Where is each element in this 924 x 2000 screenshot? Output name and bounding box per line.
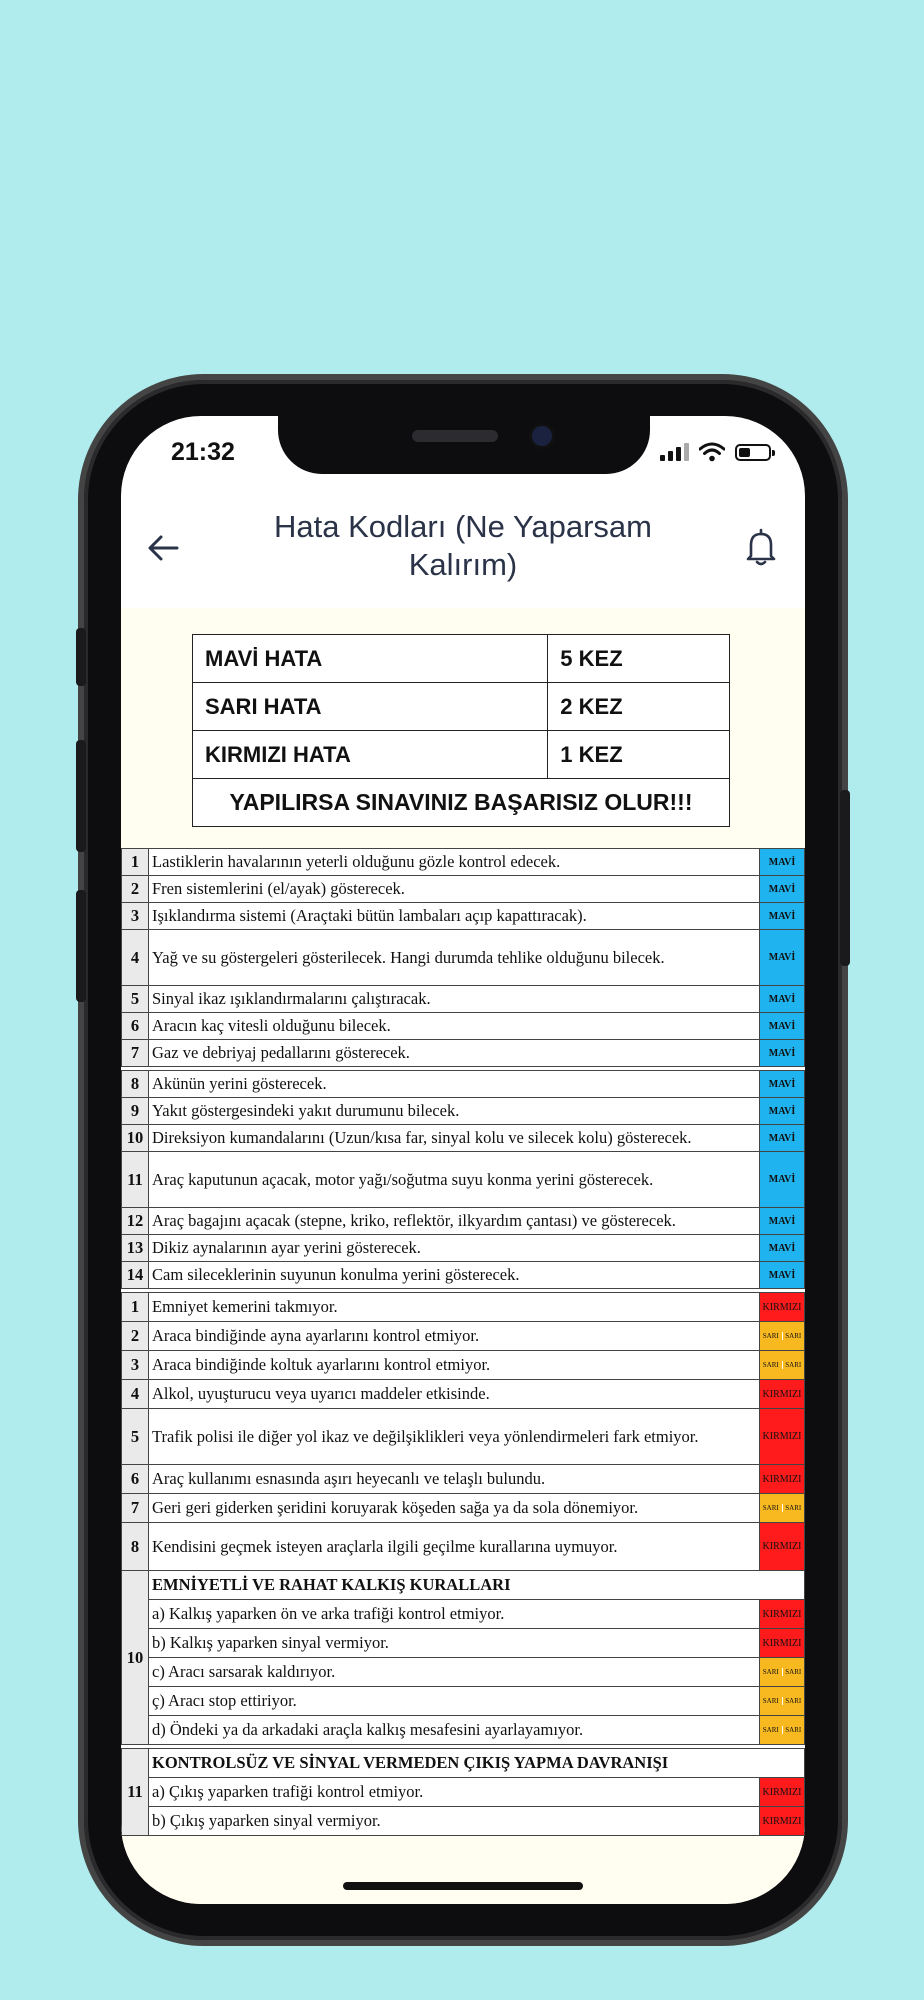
level-badge-kirmizi: KIRMIZI <box>760 1807 805 1836</box>
status-icons <box>660 442 771 462</box>
row-number: 11 <box>122 1749 149 1836</box>
row-number: 2 <box>122 876 149 903</box>
table-row <box>122 876 805 903</box>
level-badge-mavi: MAVİ <box>760 930 805 986</box>
summary-row <box>193 635 730 683</box>
level-badge-mavi: MAVİ <box>760 1208 805 1235</box>
error-list-table <box>121 848 805 1836</box>
table-row <box>122 849 805 876</box>
row-number: 10 <box>122 1125 149 1152</box>
battery-icon <box>735 444 771 461</box>
row-text: Akünün yerini gösterecek. <box>149 1071 760 1098</box>
row-number: 12 <box>122 1208 149 1235</box>
level-badge-sari: SARI SARI <box>760 1658 805 1687</box>
row-text: d) Öndeki ya da arkadaki araçla kalkış mesafesini ayarlayamıyor. <box>149 1716 760 1745</box>
level-badge-kirmizi: KIRMIZI <box>760 1629 805 1658</box>
table-row <box>122 1807 805 1836</box>
table-row <box>122 1322 805 1351</box>
earpiece <box>412 430 498 442</box>
summary-row <box>193 779 730 827</box>
row-text: b) Çıkış yaparken sinyal vermiyor. <box>149 1807 760 1836</box>
row-number: 1 <box>122 1293 149 1322</box>
level-badge-sari: SARI SARI <box>760 1716 805 1745</box>
row-text: Cam sileceklerinin suyunun konulma yerini gösterecek. <box>149 1262 760 1289</box>
level-badge-kirmizi: KIRMIZI <box>760 1523 805 1571</box>
table-row <box>122 1013 805 1040</box>
phone-volume-down <box>76 890 86 1002</box>
row-text: Araç bagajını açacak (stepne, kriko, reflektör, ilkyardım çantası) ve gösterecek. <box>149 1208 760 1235</box>
arrow-left-icon[interactable] <box>147 532 179 571</box>
row-text: Araç kullanımı esnasında aşırı heyecanlı ve telaşlı bulundu. <box>149 1465 760 1494</box>
level-badge-mavi: MAVİ <box>760 986 805 1013</box>
level-badge-sari: SARI SARI <box>760 1494 805 1523</box>
table-row <box>122 903 805 930</box>
row-number: 13 <box>122 1235 149 1262</box>
table-row <box>122 1152 805 1208</box>
row-text: Aracın kaç vitesli olduğunu bilecek. <box>149 1013 760 1040</box>
phone-side-button <box>76 628 86 686</box>
notch <box>278 416 650 474</box>
level-badge-mavi: MAVİ <box>760 1098 805 1125</box>
table-row <box>122 1208 805 1235</box>
table-row <box>122 1600 805 1629</box>
table-row <box>122 1351 805 1380</box>
table-row <box>122 930 805 986</box>
status-time: 21:32 <box>171 438 235 466</box>
row-text: Yağ ve su göstergeleri gösterilecek. Hangi durumda tehlike olduğunu bilecek. <box>149 930 760 986</box>
row-number: 3 <box>122 1351 149 1380</box>
table-row <box>122 986 805 1013</box>
level-badge-kirmizi: KIRMIZI <box>760 1409 805 1465</box>
phone-screen <box>121 416 805 1904</box>
row-text: Fren sistemlerini (el/ayak) gösterecek. <box>149 876 760 903</box>
row-text: Geri geri giderken şeridini koruyarak köşeden sağa ya da sola dönemiyor. <box>149 1494 760 1523</box>
level-badge-mavi: MAVİ <box>760 1152 805 1208</box>
level-badge-mavi: MAVİ <box>760 876 805 903</box>
row-number: 4 <box>122 930 149 986</box>
summary-type: SARI HATA <box>193 683 548 731</box>
app-header <box>121 496 805 608</box>
level-badge-mavi: MAVİ <box>760 903 805 930</box>
table-row <box>122 1523 805 1571</box>
table-row <box>122 1235 805 1262</box>
row-number: 11 <box>122 1152 149 1208</box>
row-text: Alkol, uyuşturucu veya uyarıcı maddeler etkisinde. <box>149 1380 760 1409</box>
row-text: Yakıt göstergesindeki yakıt durumunu bilecek. <box>149 1098 760 1125</box>
row-number: 1 <box>122 849 149 876</box>
bell-icon[interactable] <box>743 528 779 573</box>
table-row <box>122 1040 805 1067</box>
level-badge-kirmizi: KIRMIZI <box>760 1600 805 1629</box>
row-number: 8 <box>122 1523 149 1571</box>
level-badge-mavi: MAVİ <box>760 1235 805 1262</box>
summary-limit: 2 KEZ <box>548 683 730 731</box>
table-row <box>122 1494 805 1523</box>
row-text: Kendisini geçmek isteyen araçlarla ilgili geçilme kurallarına uymuyor. <box>149 1523 760 1571</box>
cellular-signal-icon <box>660 443 689 461</box>
level-badge-mavi: MAVİ <box>760 849 805 876</box>
summary-limit: 5 KEZ <box>548 635 730 683</box>
level-badge-sari: SARI SARI <box>760 1687 805 1716</box>
row-number: 3 <box>122 903 149 930</box>
section-title: KONTROLSÜZ VE SİNYAL VERMEDEN ÇIKIŞ YAPMA DAVRANIŞI <box>149 1749 805 1778</box>
row-number: 4 <box>122 1380 149 1409</box>
row-text: Trafik polisi ile diğer yol ikaz ve değilşiklikleri veya yönlendirmeleri fark etmiyor. <box>149 1409 760 1465</box>
row-number: 6 <box>122 1013 149 1040</box>
summary-footer: YAPILIRSA SINAVINIZ BAŞARISIZ OLUR!!! <box>193 779 730 827</box>
row-text: ç) Aracı stop ettiriyor. <box>149 1687 760 1716</box>
level-badge-kirmizi: KIRMIZI <box>760 1293 805 1322</box>
section-header-row <box>122 1749 805 1778</box>
row-number: 5 <box>122 1409 149 1465</box>
summary-type: KIRMIZI HATA <box>193 731 548 779</box>
level-badge-mavi: MAVİ <box>760 1262 805 1289</box>
table-row <box>122 1071 805 1098</box>
row-text: Direksiyon kumandalarını (Uzun/kısa far, sinyal kolu ve silecek kolu) gösterecek. <box>149 1125 760 1152</box>
row-number: 14 <box>122 1262 149 1289</box>
row-text: c) Aracı sarsarak kaldırıyor. <box>149 1658 760 1687</box>
level-badge-sari: SARI SARI <box>760 1351 805 1380</box>
level-badge-kirmizi: KIRMIZI <box>760 1778 805 1807</box>
wifi-icon <box>699 442 725 462</box>
section-header-row <box>122 1571 805 1600</box>
row-text: Araca bindiğinde ayna ayarlarını kontrol etmiyor. <box>149 1322 760 1351</box>
row-text: Sinyal ikaz ışıklandırmalarını çalıştıracak. <box>149 986 760 1013</box>
table-row <box>122 1687 805 1716</box>
home-indicator[interactable] <box>343 1882 583 1890</box>
row-number: 10 <box>122 1571 149 1745</box>
row-text: a) Çıkış yaparken trafiği kontrol etmiyor. <box>149 1778 760 1807</box>
row-number: 6 <box>122 1465 149 1494</box>
row-number: 7 <box>122 1040 149 1067</box>
summary-limit: 1 KEZ <box>548 731 730 779</box>
table-row <box>122 1629 805 1658</box>
row-number: 7 <box>122 1494 149 1523</box>
section-title: EMNİYETLİ VE RAHAT KALKIŞ KURALLARI <box>149 1571 805 1600</box>
summary-row <box>193 731 730 779</box>
front-camera <box>532 426 552 446</box>
level-badge-mavi: MAVİ <box>760 1013 805 1040</box>
row-text: Dikiz aynalarının ayar yerini gösterecek. <box>149 1235 760 1262</box>
summary-row <box>193 683 730 731</box>
table-row <box>122 1716 805 1745</box>
summary-type: MAVİ HATA <box>193 635 548 683</box>
row-text: b) Kalkış yaparken sinyal vermiyor. <box>149 1629 760 1658</box>
row-text: Gaz ve debriyaj pedallarını gösterecek. <box>149 1040 760 1067</box>
row-number: 8 <box>122 1071 149 1098</box>
phone-power-button <box>840 790 850 966</box>
row-text: Lastiklerin havalarının yeterli olduğunu gözle kontrol edecek. <box>149 849 760 876</box>
phone-volume-up <box>76 740 86 852</box>
table-row <box>122 1098 805 1125</box>
table-row <box>122 1465 805 1494</box>
row-number: 9 <box>122 1098 149 1125</box>
row-text: Emniyet kemerini takmıyor. <box>149 1293 760 1322</box>
table-row <box>122 1380 805 1409</box>
page-title: Hata Kodları (Ne Yaparsam Kalırım) <box>274 509 652 582</box>
table-row <box>122 1409 805 1465</box>
document-image <box>121 608 805 1904</box>
level-badge-kirmizi: KIRMIZI <box>760 1380 805 1409</box>
row-number: 5 <box>122 986 149 1013</box>
row-text: Araç kaputunun açacak, motor yağı/soğutma suyu konma yerini gösterecek. <box>149 1152 760 1208</box>
table-row <box>122 1658 805 1687</box>
level-badge-mavi: MAVİ <box>760 1125 805 1152</box>
summary-table <box>192 634 730 827</box>
level-badge-sari: SARI SARI <box>760 1322 805 1351</box>
level-badge-mavi: MAVİ <box>760 1040 805 1067</box>
row-number: 2 <box>122 1322 149 1351</box>
level-badge-mavi: MAVİ <box>760 1071 805 1098</box>
table-row <box>122 1262 805 1289</box>
table-row <box>122 1125 805 1152</box>
row-text: Işıklandırma sistemi (Araçtaki bütün lambaları açıp kapattıracak). <box>149 903 760 930</box>
row-text: Araca bindiğinde koltuk ayarlarını kontrol etmiyor. <box>149 1351 760 1380</box>
level-badge-kirmizi: KIRMIZI <box>760 1465 805 1494</box>
table-row <box>122 1778 805 1807</box>
row-text: a) Kalkış yaparken ön ve arka trafiği kontrol etmiyor. <box>149 1600 760 1629</box>
table-row <box>122 1293 805 1322</box>
